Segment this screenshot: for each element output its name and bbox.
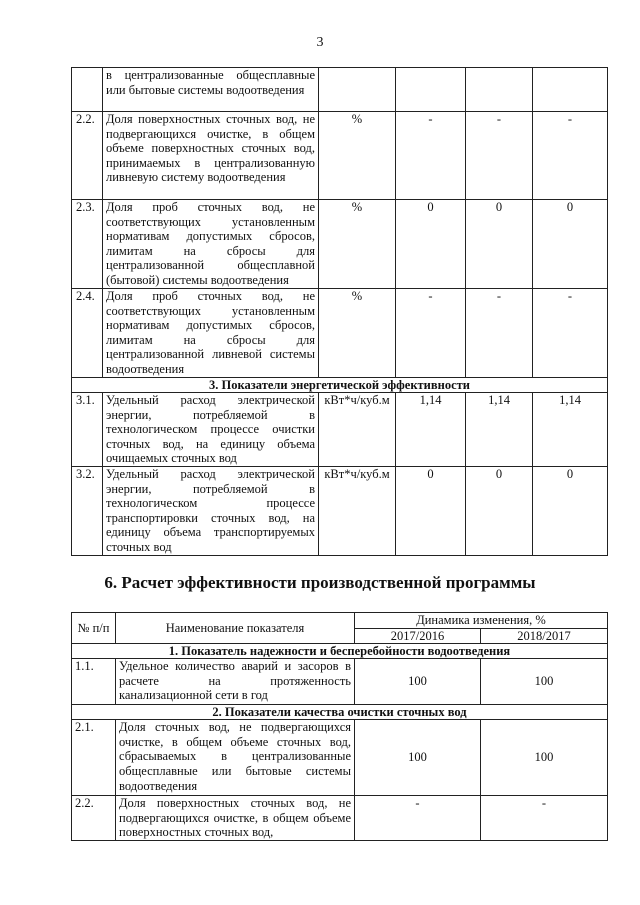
value-cell: - bbox=[466, 289, 533, 378]
value-cell bbox=[396, 68, 466, 112]
value-cell: 0 bbox=[466, 466, 533, 555]
section-title: 3. Показатели энергетической эффективности bbox=[72, 378, 608, 393]
table-row bbox=[72, 720, 608, 796]
value-cell: - bbox=[533, 112, 608, 200]
column-header-name: Наименование показателя bbox=[116, 613, 355, 644]
indicator-name: в централизованные общесплавные или бытовые системы водоотведения bbox=[103, 68, 319, 112]
value-cell: 1,14 bbox=[396, 393, 466, 467]
value-cell: 0 bbox=[533, 200, 608, 289]
row-number: 3.2. bbox=[72, 466, 103, 555]
unit-cell bbox=[319, 68, 396, 112]
column-header-year: 2018/2017 bbox=[481, 628, 608, 644]
row-number: 2.2. bbox=[72, 796, 116, 841]
table-row bbox=[72, 68, 608, 112]
table-row bbox=[72, 659, 608, 705]
page-number: 3 bbox=[316, 35, 324, 50]
unit-cell: % bbox=[319, 200, 396, 289]
row-number: 1.1. bbox=[72, 659, 116, 705]
value-cell: 100 bbox=[481, 720, 608, 796]
value-cell: 1,14 bbox=[533, 393, 608, 467]
section-row bbox=[72, 705, 608, 720]
value-cell: - bbox=[396, 289, 466, 378]
table-row bbox=[72, 289, 608, 378]
indicators-table bbox=[71, 67, 608, 556]
unit-cell: % bbox=[319, 112, 396, 200]
indicator-name: Удельный расход электрической энергии, потребляемой в технологическом процессе очистки сточных вод, на единицу объема очищаемых сточных вод bbox=[103, 393, 319, 467]
column-header-number: № п/п bbox=[72, 613, 116, 644]
efficiency-table bbox=[71, 612, 608, 841]
value-cell: - bbox=[533, 289, 608, 378]
value-cell: 100 bbox=[355, 720, 481, 796]
value-cell: - bbox=[466, 112, 533, 200]
row-number: 2.1. bbox=[72, 720, 116, 796]
value-cell: - bbox=[481, 796, 608, 841]
table-row bbox=[72, 796, 608, 841]
unit-cell: кВт*ч/куб.м bbox=[319, 466, 396, 555]
indicator-name: Удельный расход электрической энергии, потребляемой в технологическом процессе транспортировки сточных вод, на единицу объема транспортируемых сточных вод bbox=[103, 466, 319, 555]
value-cell: 1,14 bbox=[466, 393, 533, 467]
value-cell: 0 bbox=[396, 466, 466, 555]
section-row bbox=[72, 378, 608, 393]
indicator-name: Доля сточных вод, не подвергающихся очистке, в общем объеме сточных вод, сбрасываемых в централизованные общесплавные или бытовые системы водоотведения bbox=[116, 720, 355, 796]
row-number: 2.2. bbox=[72, 112, 103, 200]
table-row bbox=[72, 466, 608, 555]
row-number: 3.1. bbox=[72, 393, 103, 467]
value-cell: - bbox=[396, 112, 466, 200]
section-row bbox=[72, 644, 608, 659]
table-row bbox=[72, 393, 608, 467]
value-cell: 100 bbox=[355, 659, 481, 705]
section-title: 1. Показатель надежности и бесперебойности водоотведения bbox=[72, 644, 608, 659]
unit-cell: кВт*ч/куб.м bbox=[319, 393, 396, 467]
table-row bbox=[72, 112, 608, 200]
indicator-name: Доля проб сточных вод, не соответствующих установленным нормативам допустимых сбросов, лимитам на сбросы для централизованной общесплавной (бытовой) системы водоотведения bbox=[103, 200, 319, 289]
section-title: 2. Показатели качества очистки сточных вод bbox=[72, 705, 608, 720]
value-cell: 0 bbox=[466, 200, 533, 289]
value-cell: 0 bbox=[396, 200, 466, 289]
indicator-name: Удельное количество аварий и засоров в расчете на протяженность канализационной сети в год bbox=[116, 659, 355, 705]
table-row bbox=[72, 200, 608, 289]
row-number bbox=[72, 68, 103, 112]
column-header-dynamics: Динамика изменения, % bbox=[355, 613, 608, 629]
indicator-name: Доля поверхностных сточных вод, не подвергающихся очистке, в общем объеме поверхностных сточных вод, bbox=[116, 796, 355, 841]
value-cell: 0 bbox=[533, 466, 608, 555]
row-number: 2.4. bbox=[72, 289, 103, 378]
value-cell: 100 bbox=[481, 659, 608, 705]
value-cell: - bbox=[355, 796, 481, 841]
value-cell bbox=[466, 68, 533, 112]
section-heading: 6. Расчет эффективности производственной программы bbox=[104, 573, 536, 592]
value-cell bbox=[533, 68, 608, 112]
indicator-name: Доля проб сточных вод, не соответствующих установленным нормативам допустимых сбросов, лимитам на сбросы для централизованной ливневой системы водоотведения bbox=[103, 289, 319, 378]
row-number: 2.3. bbox=[72, 200, 103, 289]
header-row bbox=[72, 613, 608, 629]
indicator-name: Доля поверхностных сточных вод, не подвергающихся очистке, в общем объеме поверхностных сточных вод, принимаемых в централизованную ливневую систему водоотведения bbox=[103, 112, 319, 200]
unit-cell: % bbox=[319, 289, 396, 378]
column-header-year: 2017/2016 bbox=[355, 628, 481, 644]
